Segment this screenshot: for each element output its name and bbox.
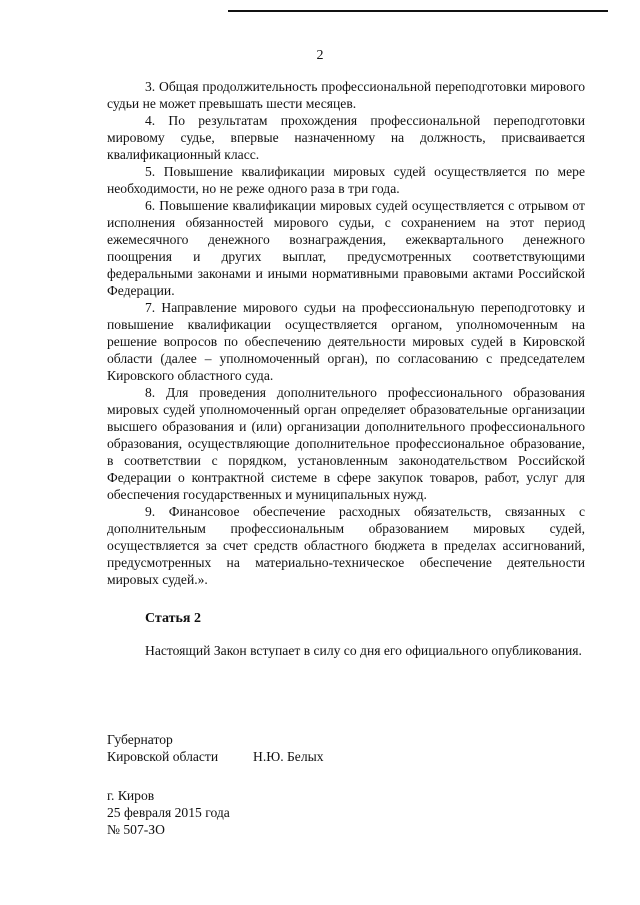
signatory-name: Н.Ю. Белых bbox=[253, 749, 324, 764]
paragraph-7: 7. Направление мирового судьи на профессиональную переподготовку и повышение квалификации осуществляется органом, уполномоченным на решение вопросов по обеспечению деятельности мировых судей в Кировской области (далее – уполномоченный орган), по согласованию с председателем Кировского областного суда. bbox=[107, 300, 585, 383]
paragraph-8: 8. Для проведения дополнительного профессионального образования мировых судей уполномоченный орган определяет образовательные организации высшего образования и (или) организации дополнительного профессионального образования, осуществляющие дополнительное профессиональное образование, в соответствии с порядком, установленным законодательством Российской Федерации о контрактной системе в сфере закупок товаров, работ, услуг для обеспечения государственных и муниципальных нужд. bbox=[107, 385, 585, 502]
paragraph-9: 9. Финансовое обеспечение расходных обязательств, связанных с дополнительным профессиональным образованием мировых судей, осуществляется за счет средств областного бюджета в пределах ассигнований, предусмотренных на материально-техническое обеспечение деятельности мировых судей.». bbox=[107, 504, 585, 587]
page-number: 2 bbox=[316, 48, 324, 63]
signature-role-line2: Кировской области bbox=[107, 749, 219, 764]
signing-date: 25 февраля 2015 года bbox=[107, 805, 230, 820]
article-text: Настоящий Закон вступает в силу со дня его официального опубликования. bbox=[145, 643, 582, 658]
paragraph-3: 3. Общая продолжительность профессиональной переподготовки мирового судьи не может превышать шести месяцев. bbox=[107, 79, 585, 111]
law-number: № 507-ЗО bbox=[107, 822, 165, 837]
paragraph-5: 5. Повышение квалификации мировых судей осуществляется по мере необходимости, но не реже одного раза в три года. bbox=[107, 164, 585, 196]
article-heading: Статья 2 bbox=[145, 611, 201, 626]
place-date-block bbox=[107, 787, 230, 838]
document-body bbox=[107, 78, 585, 659]
signature-role-line1: Губернатор bbox=[107, 732, 173, 747]
top-rule bbox=[228, 10, 608, 12]
paragraph-4: 4. По результатам прохождения профессиональной переподготовки мировому судье, впервые назначенному на должность, присваивается квалификационный класс. bbox=[107, 113, 585, 162]
city: г. Киров bbox=[107, 788, 155, 803]
signature-block bbox=[107, 731, 324, 765]
paragraph-6: 6. Повышение квалификации мировых судей осуществляется с отрывом от исполнения обязанностей мирового судьи, с сохранением на этот период ежемесячного денежного вознаграждения, ежеквартального денежного поощрения и других выплат, предусмотренных соответствующими федеральными законами и иными нормативными правовыми актами Российской Федерации. bbox=[107, 198, 585, 298]
